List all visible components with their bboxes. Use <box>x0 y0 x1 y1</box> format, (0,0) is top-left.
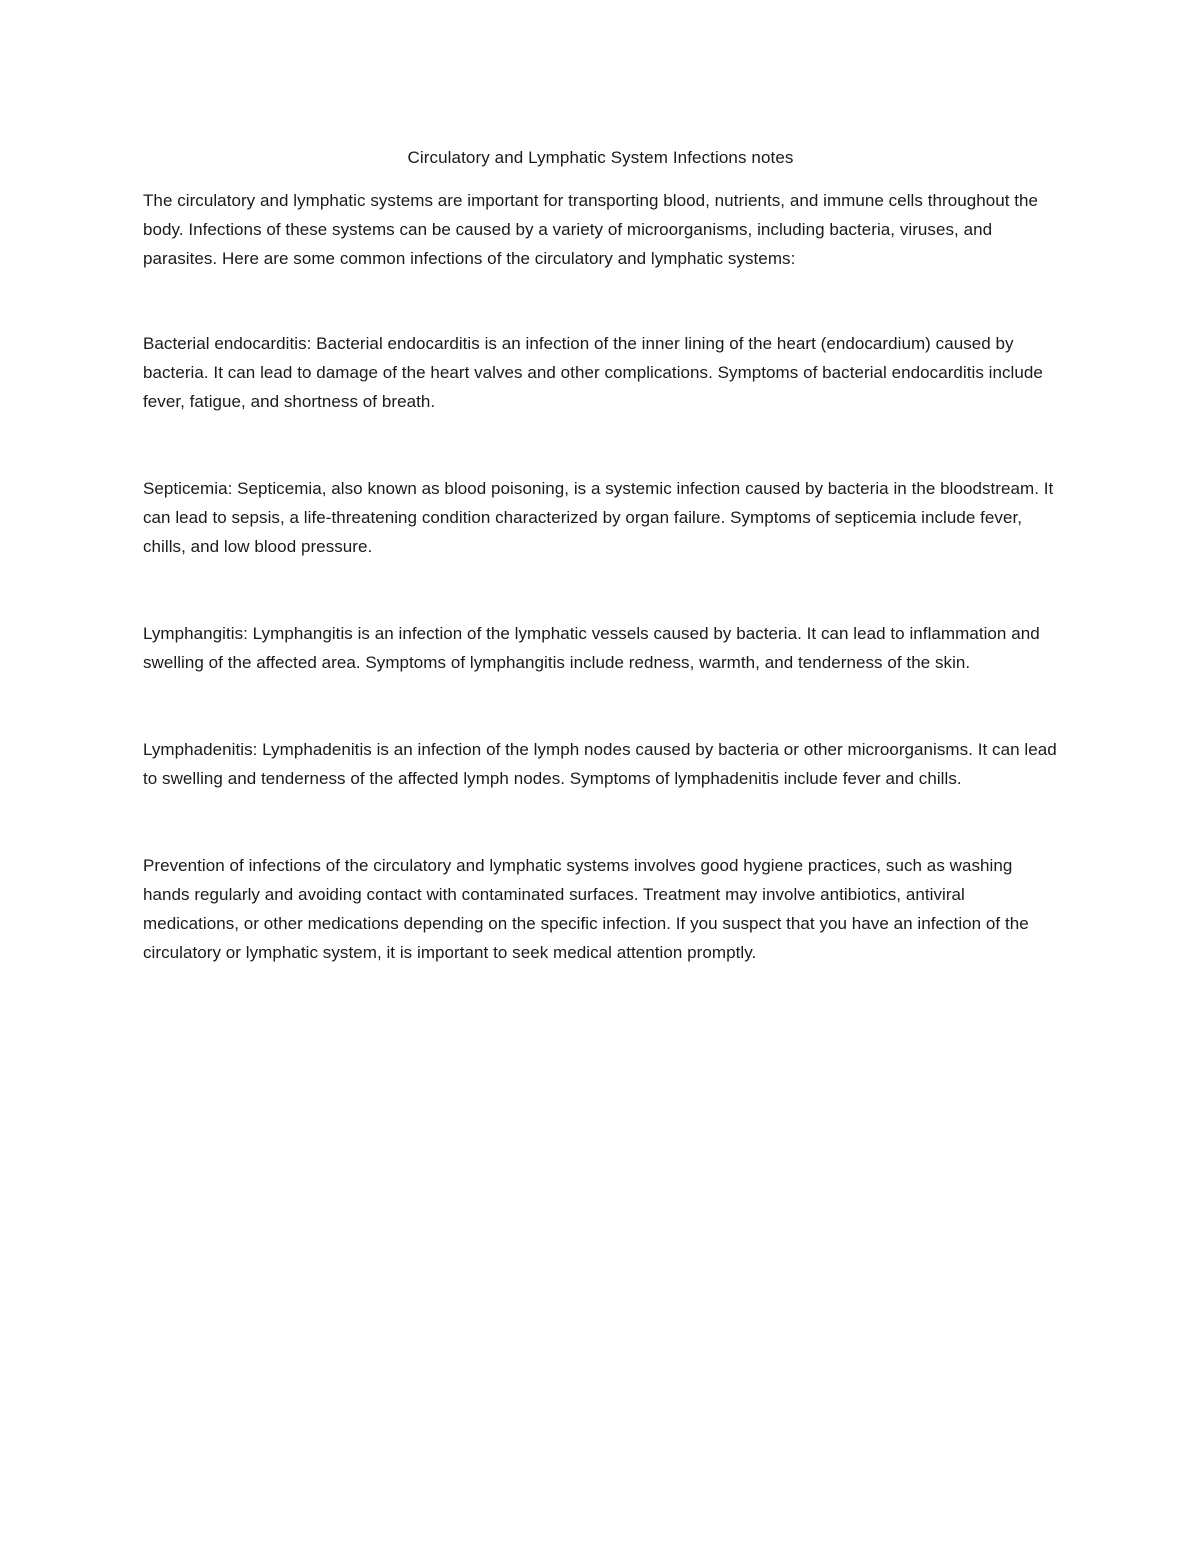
section-bacterial-endocarditis: Bacterial endocarditis: Bacterial endocarditis is an infection of the inner lining of the heart (endocardium) caused by bacteria. It can lead to damage of the heart valves and other complications. Symptoms of bacterial endocarditis include fever, fatigue, and shortness of breath. <box>143 334 1043 411</box>
document-body <box>143 144 1058 967</box>
document-title: Circulatory and Lymphatic System Infections notes <box>407 148 794 167</box>
section-lymphangitis: Lymphangitis: Lymphangitis is an infection of the lymphatic vessels caused by bacteria. It can lead to inflammation and swelling of the affected area. Symptoms of lymphangitis include redness, warmth, and tenderness of the skin. <box>143 624 1040 672</box>
section-lymphadenitis: Lymphadenitis: Lymphadenitis is an infection of the lymph nodes caused by bacteria or other microorganisms. It can lead to swelling and tenderness of the affected lymph nodes. Symptoms of lymphadenitis include fever and chills. <box>143 740 1057 788</box>
conclusion-paragraph: Prevention of infections of the circulatory and lymphatic systems involves good hygiene practices, such as washing hands regularly and avoiding contact with contaminated surfaces. Treatment may involve antibiotics, antiviral medications, or other medications depending on the specific infection. If you suspect that you have an infection of the circulatory or lymphatic system, it is important to seek medical attention promptly. <box>143 856 1029 962</box>
intro-paragraph: The circulatory and lymphatic systems are important for transporting blood, nutrients, and immune cells throughout the body. Infections of these systems can be caused by a variety of microorganisms, including bacteria, viruses, and parasites. Here are some common infections of the circulatory and lymphatic systems: <box>143 191 1039 268</box>
section-septicemia: Septicemia: Septicemia, also known as blood poisoning, is a systemic infection caused by bacteria in the bloodstream. It can lead to sepsis, a life-threatening condition characterized by organ failure. Symptoms of septicemia include fever, chills, and low blood pressure. <box>143 479 1054 556</box>
